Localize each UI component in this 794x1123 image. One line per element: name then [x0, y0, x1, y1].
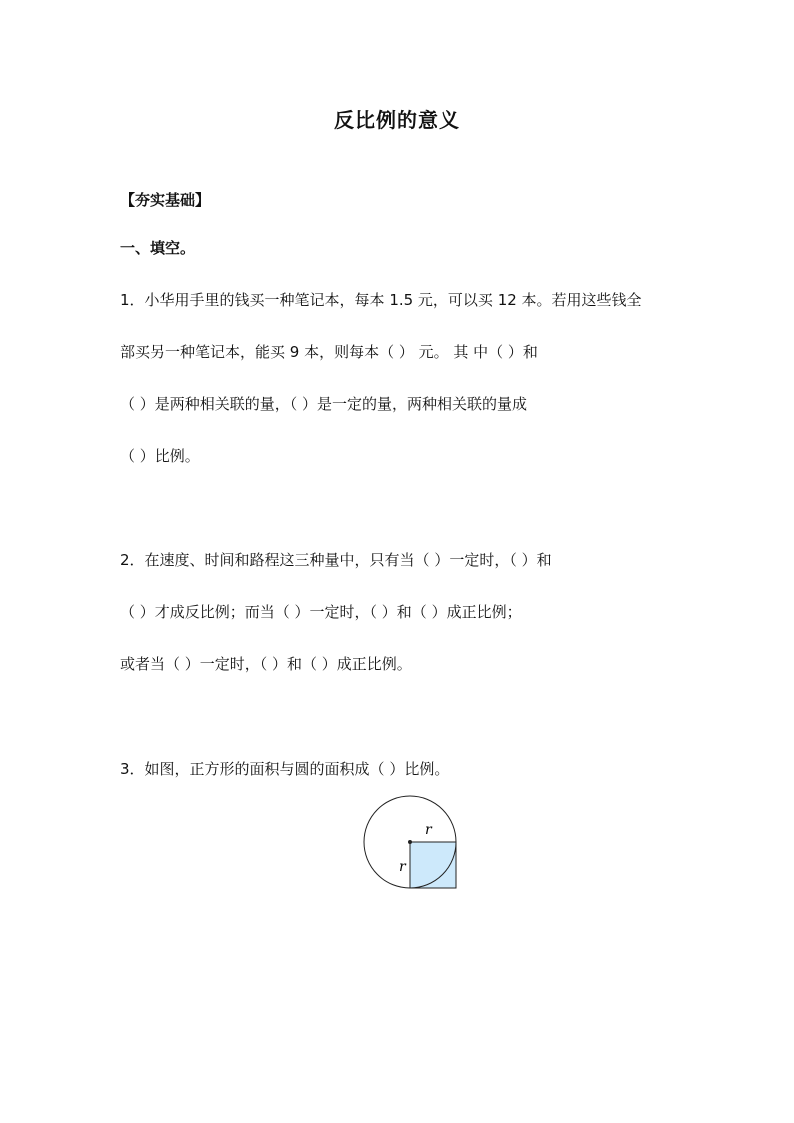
radius-label-top: r	[425, 822, 432, 838]
square-shape	[410, 842, 456, 888]
question-3-line-1: 3．如图，正方形的面积与圆的面积成（ ）比例。	[120, 760, 450, 778]
question-1-line-1: 1．小华用手里的钱买一种笔记本，每本 1.5 元，可以买 12 本。若用这些钱全	[120, 291, 642, 309]
question-2-line-1: 2．在速度、时间和路程这三种量中，只有当（ ）一定时，（ ）和	[120, 551, 552, 569]
question-1-line-3: （ ）是两种相关联的量，（ ）是一定的量，两种相关联的量成	[120, 395, 528, 413]
section-header: 【夯实基础】	[120, 191, 211, 209]
question-1-line-2: 部买另一种笔记本，能买 9 本，则每本（ ） 元。 其 中（ ）和	[120, 343, 538, 361]
center-point	[408, 840, 412, 844]
question-2-line-2: （ ）才成反比例；而当（ ）一定时，（ ）和（ ）成正比例；	[120, 603, 522, 621]
page-title: 反比例的意义	[334, 108, 460, 132]
radius-label-left: r	[399, 859, 406, 875]
question-2-line-3: 或者当（ ）一定时，（ ）和（ ）成正比例。	[120, 655, 412, 673]
question-1-line-4: （ ）比例。	[120, 447, 200, 465]
circle-square-figure	[360, 795, 460, 895]
subsection-title: 一、填空。	[120, 239, 196, 257]
figure-svg	[360, 795, 460, 895]
